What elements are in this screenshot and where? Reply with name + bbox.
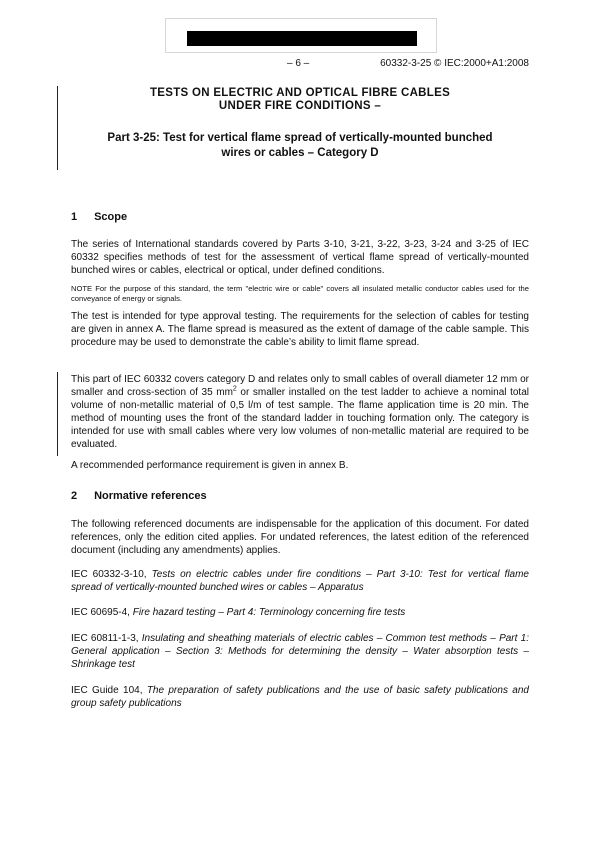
reference-item	[71, 684, 529, 710]
section-title: Scope	[94, 211, 128, 223]
scope-paragraph-3	[71, 373, 529, 451]
part-title-line-1: Part 3-25: Test for vertical flame spread of vertically-mounted bunched	[107, 132, 493, 144]
page-number: – 6 –	[287, 58, 310, 69]
part-title-line-2: wires or cables – Category D	[221, 147, 379, 159]
scope-note: NOTE For the purpose of this standard, the term "electric wire or cable" covers all insulated metallic conductor cables used for the conveyance of energy or signals.	[71, 284, 529, 303]
header-box	[165, 18, 437, 53]
document-reference: 60332-3-25 © IEC:2000+A1:2008	[380, 58, 529, 69]
document-title	[71, 87, 529, 113]
reference-title: Tests on electric cables under fire conditions – Part 3-10: Test for vertical flame spread of vertically-mounted bunched wires or cables – Apparatus	[71, 569, 529, 593]
reference-title: Fire hazard testing – Part 4: Terminology concerning fire tests	[132, 607, 406, 618]
scope-paragraph-3-text: This part of IEC 60332 covers category D and relates only to small cables of overall diameter 12 mm or smaller and cross-section of 35 mm	[71, 374, 529, 398]
scope-paragraph-4: A recommended performance requirement is given in annex B.	[71, 460, 349, 471]
reference-title: Insulating and sheathing materials of electric cables – Common test methods – Part 1: General application – Section 3: Methods for determining the density – Water absorption tests – Shrinkage test	[71, 633, 529, 670]
title-line-2: UNDER FIRE CONDITIONS –	[218, 100, 382, 112]
redaction-bar	[187, 31, 417, 46]
scope-paragraph-2: The test is intended for type approval testing. The requirements for the selection of cables for testing are given in annex A. The flame spread is measured as the extent of damage of the cable sample. This procedure may be used to demonstrate the cable’s ability to limit flame spread.	[71, 311, 529, 348]
reference-id: IEC 60811-1-3,	[71, 633, 142, 644]
normative-intro: The following referenced documents are indispensable for the application of this document. For dated references, only the edition cited applies. For undated references, the latest edition of the referenced document (including any amendments) applies.	[71, 519, 529, 556]
scope-paragraph-3-text-cont: or smaller installed on the test ladder to achieve a nominal total volume of non-metallic material of 0,5 l/m of test sample. The flame application time is 20 min. The method of mounting uses the front of the standard ladder in touching formation only. The category is intended for use with small cables where very low volumes of non-metallic material are required to be evaluated.	[71, 387, 529, 450]
reference-id: IEC 60695-4,	[71, 607, 133, 618]
change-bar-scope	[57, 372, 58, 456]
reference-title: The preparation of safety publications and the use of basic safety publications and group safety publications	[71, 685, 529, 709]
reference-id: IEC Guide 104,	[71, 685, 147, 696]
reference-item	[71, 606, 529, 619]
reference-id: IEC 60332-3-10,	[71, 569, 152, 580]
scope-paragraph-1: The series of International standards covered by Parts 3-10, 3-21, 3-22, 3-23, 3-24 and 3-25 of IEC 60332 specifies methods of test for the assessment of vertical flame spread of vertically-mounted bunched wires or cables, electrical or optical, under defined conditions.	[71, 239, 529, 276]
change-bar-title	[57, 86, 58, 170]
reference-item	[71, 632, 529, 671]
section-heading-normative	[71, 490, 207, 502]
section-heading-scope	[71, 211, 127, 223]
reference-item	[71, 568, 529, 594]
section-number: 2	[71, 490, 78, 502]
section-title: Normative references	[94, 490, 207, 502]
page-header	[0, 58, 600, 72]
title-line-1: TESTS ON ELECTRIC AND OPTICAL FIBRE CABLES	[149, 87, 451, 99]
part-title	[71, 131, 529, 161]
section-number: 1	[71, 211, 78, 223]
superscript: 2	[232, 385, 237, 393]
